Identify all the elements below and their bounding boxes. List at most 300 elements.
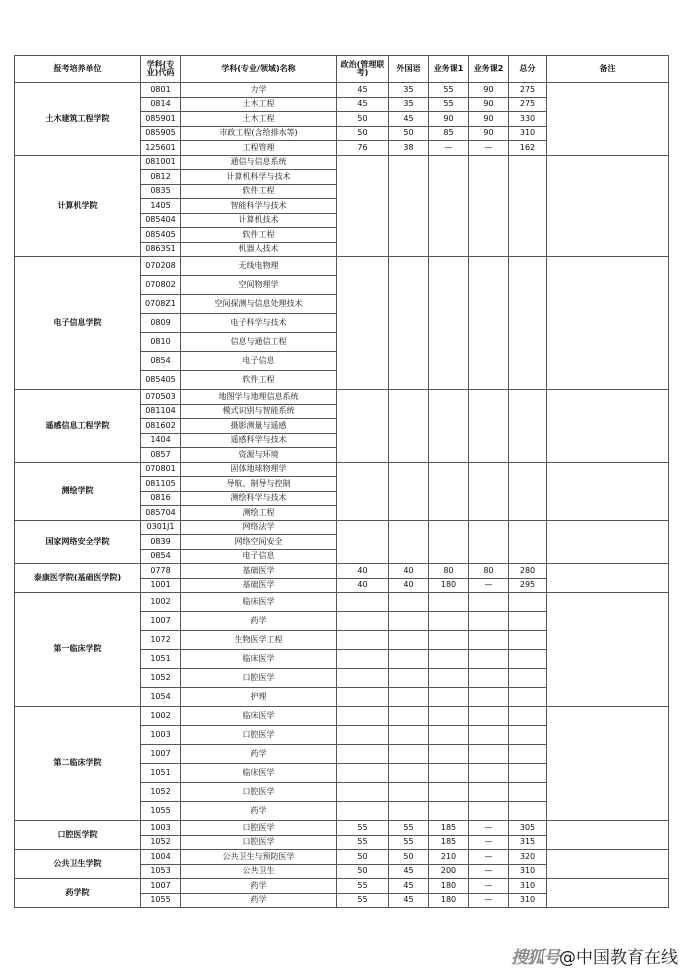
code-cell: 1003: [141, 726, 181, 745]
name-cell: 护理: [181, 688, 337, 707]
table-row: [15, 462, 669, 477]
code-cell: 085404: [141, 213, 181, 228]
code-cell: 0810: [141, 333, 181, 352]
code-cell: 1002: [141, 707, 181, 726]
unit-cell: 电子信息学院: [15, 257, 141, 390]
course1-cell: 90: [429, 112, 469, 127]
code-cell: 1052: [141, 783, 181, 802]
unit-cell: 第一临床学院: [15, 593, 141, 707]
code-cell: 0835: [141, 184, 181, 199]
course1-cell: [429, 707, 469, 726]
code-cell: 1051: [141, 764, 181, 783]
course1-cell: [429, 650, 469, 669]
course2-cell: [469, 764, 509, 783]
name-cell: 临床医学: [181, 650, 337, 669]
name-cell: 导航、制导与控制: [181, 477, 337, 492]
name-cell: 基础医学: [181, 564, 337, 579]
course1-cell: 210: [429, 850, 469, 865]
table-row: [15, 257, 669, 276]
politics-cell: 50: [337, 850, 389, 865]
total-cell: [509, 593, 547, 612]
total-cell: [509, 612, 547, 631]
header-unit: 报考培养单位: [15, 56, 141, 83]
politics-cell: [337, 726, 389, 745]
course2-cell: [469, 390, 509, 463]
name-cell: 机器人技术: [181, 242, 337, 257]
header-remark: 备注: [547, 56, 669, 83]
code-cell: 085704: [141, 506, 181, 521]
politics-cell: 40: [337, 578, 389, 593]
course2-cell: [469, 631, 509, 650]
name-cell: 网络空间安全: [181, 535, 337, 550]
course2-cell: —: [469, 141, 509, 156]
total-cell: 310: [509, 126, 547, 141]
foreign-cell: 35: [389, 97, 429, 112]
total-cell: 310: [509, 893, 547, 908]
politics-cell: [337, 155, 389, 257]
politics-cell: [337, 462, 389, 520]
code-cell: 070802: [141, 276, 181, 295]
header-course1: 业务课1: [429, 56, 469, 83]
course2-cell: [469, 155, 509, 257]
total-cell: 275: [509, 83, 547, 98]
remark-cell: [547, 257, 669, 390]
total-cell: [509, 745, 547, 764]
name-cell: 口腔医学: [181, 821, 337, 836]
total-cell: 320: [509, 850, 547, 865]
politics-cell: 55: [337, 835, 389, 850]
table-row: [15, 593, 669, 612]
table-row: [15, 390, 669, 405]
course2-cell: [469, 520, 509, 564]
unit-cell: 土木建筑工程学院: [15, 83, 141, 156]
course1-cell: 185: [429, 821, 469, 836]
foreign-cell: 55: [389, 835, 429, 850]
course1-cell: 80: [429, 564, 469, 579]
total-cell: [509, 802, 547, 821]
politics-cell: 40: [337, 564, 389, 579]
foreign-cell: [389, 155, 429, 257]
course1-cell: [429, 462, 469, 520]
total-cell: [509, 726, 547, 745]
remark-cell: [547, 462, 669, 520]
remark-cell: [547, 879, 669, 908]
code-cell: 1001: [141, 578, 181, 593]
remark-cell: [547, 520, 669, 564]
foreign-cell: [389, 688, 429, 707]
total-cell: 310: [509, 864, 547, 879]
header-total: 总分: [509, 56, 547, 83]
code-cell: 1052: [141, 669, 181, 688]
name-cell: 药学: [181, 879, 337, 894]
foreign-cell: 38: [389, 141, 429, 156]
code-cell: 1072: [141, 631, 181, 650]
name-cell: 药学: [181, 802, 337, 821]
total-cell: [509, 462, 547, 520]
course2-cell: 90: [469, 97, 509, 112]
course2-cell: [469, 669, 509, 688]
total-cell: 330: [509, 112, 547, 127]
name-cell: 模式识别与智能系统: [181, 404, 337, 419]
code-cell: 1052: [141, 835, 181, 850]
code-cell: 085405: [141, 228, 181, 243]
name-cell: 空间物理学: [181, 276, 337, 295]
course1-cell: [429, 802, 469, 821]
table-row: [15, 821, 669, 836]
course1-cell: 180: [429, 893, 469, 908]
code-cell: 1054: [141, 688, 181, 707]
politics-cell: [337, 707, 389, 726]
course2-cell: 80: [469, 564, 509, 579]
course1-cell: [429, 155, 469, 257]
name-cell: 临床医学: [181, 593, 337, 612]
course1-cell: [429, 520, 469, 564]
name-cell: 软件工程: [181, 371, 337, 390]
name-cell: 口腔医学: [181, 669, 337, 688]
code-cell: 0854: [141, 352, 181, 371]
politics-cell: 55: [337, 821, 389, 836]
table-row: [15, 520, 669, 535]
foreign-cell: [389, 707, 429, 726]
course1-cell: [429, 593, 469, 612]
code-cell: 081001: [141, 155, 181, 170]
code-cell: 1007: [141, 612, 181, 631]
course2-cell: [469, 257, 509, 390]
course1-cell: [429, 726, 469, 745]
name-cell: 固体地球物理学: [181, 462, 337, 477]
course2-cell: —: [469, 821, 509, 836]
name-cell: 市政工程(含给排水等): [181, 126, 337, 141]
code-cell: 1053: [141, 864, 181, 879]
remark-cell: [547, 707, 669, 821]
unit-cell: 口腔医学院: [15, 821, 141, 850]
foreign-cell: 55: [389, 821, 429, 836]
course1-cell: [429, 783, 469, 802]
code-cell: 125601: [141, 141, 181, 156]
watermark-logo: 搜狐号: [511, 948, 559, 968]
politics-cell: [337, 650, 389, 669]
code-cell: 0778: [141, 564, 181, 579]
code-cell: 1007: [141, 879, 181, 894]
foreign-cell: 45: [389, 864, 429, 879]
code-cell: 0809: [141, 314, 181, 333]
code-cell: 1055: [141, 893, 181, 908]
politics-cell: [337, 745, 389, 764]
course1-cell: [429, 612, 469, 631]
name-cell: 药学: [181, 745, 337, 764]
course2-cell: [469, 745, 509, 764]
code-cell: 0857: [141, 448, 181, 463]
name-cell: 计算机技术: [181, 213, 337, 228]
name-cell: 无线电物理: [181, 257, 337, 276]
code-cell: 0301J1: [141, 520, 181, 535]
politics-cell: [337, 802, 389, 821]
name-cell: 计算机科学与技术: [181, 170, 337, 185]
course1-cell: [429, 745, 469, 764]
course2-cell: —: [469, 850, 509, 865]
name-cell: 通信与信息系统: [181, 155, 337, 170]
name-cell: 力学: [181, 83, 337, 98]
politics-cell: [337, 257, 389, 390]
code-cell: 085901: [141, 112, 181, 127]
total-cell: 295: [509, 578, 547, 593]
code-cell: 0863S1: [141, 242, 181, 257]
total-cell: 280: [509, 564, 547, 579]
name-cell: 测绘工程: [181, 506, 337, 521]
politics-cell: [337, 520, 389, 564]
foreign-cell: [389, 726, 429, 745]
course2-cell: 90: [469, 126, 509, 141]
name-cell: 空间探测与信息处理技术: [181, 295, 337, 314]
table-row: [15, 707, 669, 726]
unit-cell: 遥感信息工程学院: [15, 390, 141, 463]
name-cell: 公共卫生与预防医学: [181, 850, 337, 865]
foreign-cell: 45: [389, 879, 429, 894]
total-cell: [509, 688, 547, 707]
course1-cell: 180: [429, 879, 469, 894]
name-cell: 生物医学工程: [181, 631, 337, 650]
course2-cell: [469, 783, 509, 802]
code-cell: 1004: [141, 850, 181, 865]
course2-cell: [469, 707, 509, 726]
politics-cell: 45: [337, 97, 389, 112]
total-cell: 275: [509, 97, 547, 112]
course2-cell: —: [469, 578, 509, 593]
total-cell: 305: [509, 821, 547, 836]
politics-cell: 55: [337, 879, 389, 894]
course2-cell: —: [469, 893, 509, 908]
name-cell: 口腔医学: [181, 726, 337, 745]
code-cell: 081105: [141, 477, 181, 492]
remark-cell: [547, 821, 669, 850]
total-cell: [509, 257, 547, 390]
code-cell: 0854: [141, 549, 181, 564]
name-cell: 电子科学与技术: [181, 314, 337, 333]
name-cell: 口腔医学: [181, 783, 337, 802]
table-row: [15, 83, 669, 98]
header-course2: 业务课2: [469, 56, 509, 83]
foreign-cell: [389, 593, 429, 612]
name-cell: 电子信息: [181, 352, 337, 371]
unit-cell: 药学院: [15, 879, 141, 908]
total-cell: [509, 669, 547, 688]
course1-cell: 55: [429, 83, 469, 98]
total-cell: 310: [509, 879, 547, 894]
politics-cell: [337, 631, 389, 650]
table-body: [15, 83, 669, 908]
politics-cell: [337, 669, 389, 688]
score-table: [14, 55, 669, 908]
course2-cell: [469, 688, 509, 707]
course1-cell: [429, 257, 469, 390]
politics-cell: 76: [337, 141, 389, 156]
course2-cell: [469, 593, 509, 612]
politics-cell: 55: [337, 893, 389, 908]
code-cell: 0801: [141, 83, 181, 98]
code-cell: 085405: [141, 371, 181, 390]
name-cell: 土木工程: [181, 97, 337, 112]
politics-cell: 45: [337, 83, 389, 98]
course1-cell: [429, 669, 469, 688]
unit-cell: 测绘学院: [15, 462, 141, 520]
code-cell: 081602: [141, 419, 181, 434]
unit-cell: 计算机学院: [15, 155, 141, 257]
course2-cell: [469, 802, 509, 821]
name-cell: 智能科学与技术: [181, 199, 337, 214]
name-cell: 药学: [181, 893, 337, 908]
foreign-cell: [389, 390, 429, 463]
politics-cell: 50: [337, 112, 389, 127]
name-cell: 电子信息: [181, 549, 337, 564]
code-cell: 1055: [141, 802, 181, 821]
remark-cell: [547, 83, 669, 156]
code-cell: 0816: [141, 491, 181, 506]
code-cell: 1007: [141, 745, 181, 764]
table-row: [15, 850, 669, 865]
name-cell: 工程管理: [181, 141, 337, 156]
watermark: [511, 943, 678, 968]
name-cell: 软件工程: [181, 228, 337, 243]
remark-cell: [547, 593, 669, 707]
unit-cell: 国家网络安全学院: [15, 520, 141, 564]
foreign-cell: 40: [389, 578, 429, 593]
code-cell: 1003: [141, 821, 181, 836]
header-politics: 政治(管理联考): [337, 56, 389, 83]
name-cell: 遥感科学与技术: [181, 433, 337, 448]
course2-cell: [469, 650, 509, 669]
foreign-cell: 45: [389, 893, 429, 908]
politics-cell: 50: [337, 126, 389, 141]
code-cell: 1405: [141, 199, 181, 214]
politics-cell: [337, 593, 389, 612]
course2-cell: 90: [469, 83, 509, 98]
code-cell: 070801: [141, 462, 181, 477]
course2-cell: —: [469, 864, 509, 879]
header-row: [15, 56, 669, 83]
total-cell: [509, 520, 547, 564]
total-cell: [509, 764, 547, 783]
foreign-cell: [389, 783, 429, 802]
course2-cell: —: [469, 879, 509, 894]
course1-cell: [429, 631, 469, 650]
foreign-cell: [389, 612, 429, 631]
name-cell: 信息与通信工程: [181, 333, 337, 352]
code-cell: 1002: [141, 593, 181, 612]
code-cell: 0839: [141, 535, 181, 550]
name-cell: 摄影测量与遥感: [181, 419, 337, 434]
name-cell: 公共卫生: [181, 864, 337, 879]
header-foreign: 外国语: [389, 56, 429, 83]
code-cell: 1404: [141, 433, 181, 448]
code-cell: 1051: [141, 650, 181, 669]
course1-cell: [429, 764, 469, 783]
remark-cell: [547, 155, 669, 257]
unit-cell: 泰康医学院(基础医学院): [15, 564, 141, 593]
foreign-cell: [389, 520, 429, 564]
remark-cell: [547, 390, 669, 463]
course2-cell: 90: [469, 112, 509, 127]
course1-cell: 55: [429, 97, 469, 112]
foreign-cell: [389, 802, 429, 821]
politics-cell: [337, 390, 389, 463]
code-cell: 0812: [141, 170, 181, 185]
politics-cell: [337, 612, 389, 631]
course2-cell: [469, 612, 509, 631]
foreign-cell: 40: [389, 564, 429, 579]
unit-cell: 第二临床学院: [15, 707, 141, 821]
foreign-cell: 45: [389, 112, 429, 127]
course1-cell: —: [429, 141, 469, 156]
foreign-cell: [389, 462, 429, 520]
code-cell: 0708Z1: [141, 295, 181, 314]
name-cell: 基础医学: [181, 578, 337, 593]
code-cell: 070503: [141, 390, 181, 405]
foreign-cell: [389, 669, 429, 688]
foreign-cell: 50: [389, 850, 429, 865]
foreign-cell: 50: [389, 126, 429, 141]
course2-cell: [469, 726, 509, 745]
total-cell: [509, 650, 547, 669]
foreign-cell: [389, 650, 429, 669]
code-cell: 070208: [141, 257, 181, 276]
code-cell: 0814: [141, 97, 181, 112]
foreign-cell: 35: [389, 83, 429, 98]
foreign-cell: [389, 631, 429, 650]
total-cell: [509, 390, 547, 463]
course1-cell: 180: [429, 578, 469, 593]
name-cell: 临床医学: [181, 764, 337, 783]
course2-cell: [469, 462, 509, 520]
name-cell: 网络法学: [181, 520, 337, 535]
total-cell: 315: [509, 835, 547, 850]
header-code: 学科(专业)代码: [141, 56, 181, 83]
unit-cell: 公共卫生学院: [15, 850, 141, 879]
course1-cell: [429, 688, 469, 707]
total-cell: [509, 707, 547, 726]
course1-cell: 200: [429, 864, 469, 879]
remark-cell: [547, 564, 669, 593]
code-cell: 085905: [141, 126, 181, 141]
total-cell: [509, 783, 547, 802]
foreign-cell: [389, 764, 429, 783]
course1-cell: 85: [429, 126, 469, 141]
code-cell: 081104: [141, 404, 181, 419]
course1-cell: 185: [429, 835, 469, 850]
politics-cell: [337, 783, 389, 802]
politics-cell: [337, 764, 389, 783]
foreign-cell: [389, 257, 429, 390]
politics-cell: 50: [337, 864, 389, 879]
name-cell: 药学: [181, 612, 337, 631]
name-cell: 土木工程: [181, 112, 337, 127]
name-cell: 资源与环境: [181, 448, 337, 463]
name-cell: 测绘科学与技术: [181, 491, 337, 506]
course2-cell: —: [469, 835, 509, 850]
total-cell: [509, 631, 547, 650]
table-row: [15, 564, 669, 579]
table-row: [15, 155, 669, 170]
name-cell: 临床医学: [181, 707, 337, 726]
course1-cell: [429, 390, 469, 463]
watermark-text: @中国教育在线: [559, 948, 678, 968]
remark-cell: [547, 850, 669, 879]
header-name: 学科(专业/领域)名称: [181, 56, 337, 83]
table-row: [15, 879, 669, 894]
total-cell: 162: [509, 141, 547, 156]
name-cell: 地图学与地理信息系统: [181, 390, 337, 405]
name-cell: 软件工程: [181, 184, 337, 199]
name-cell: 口腔医学: [181, 835, 337, 850]
